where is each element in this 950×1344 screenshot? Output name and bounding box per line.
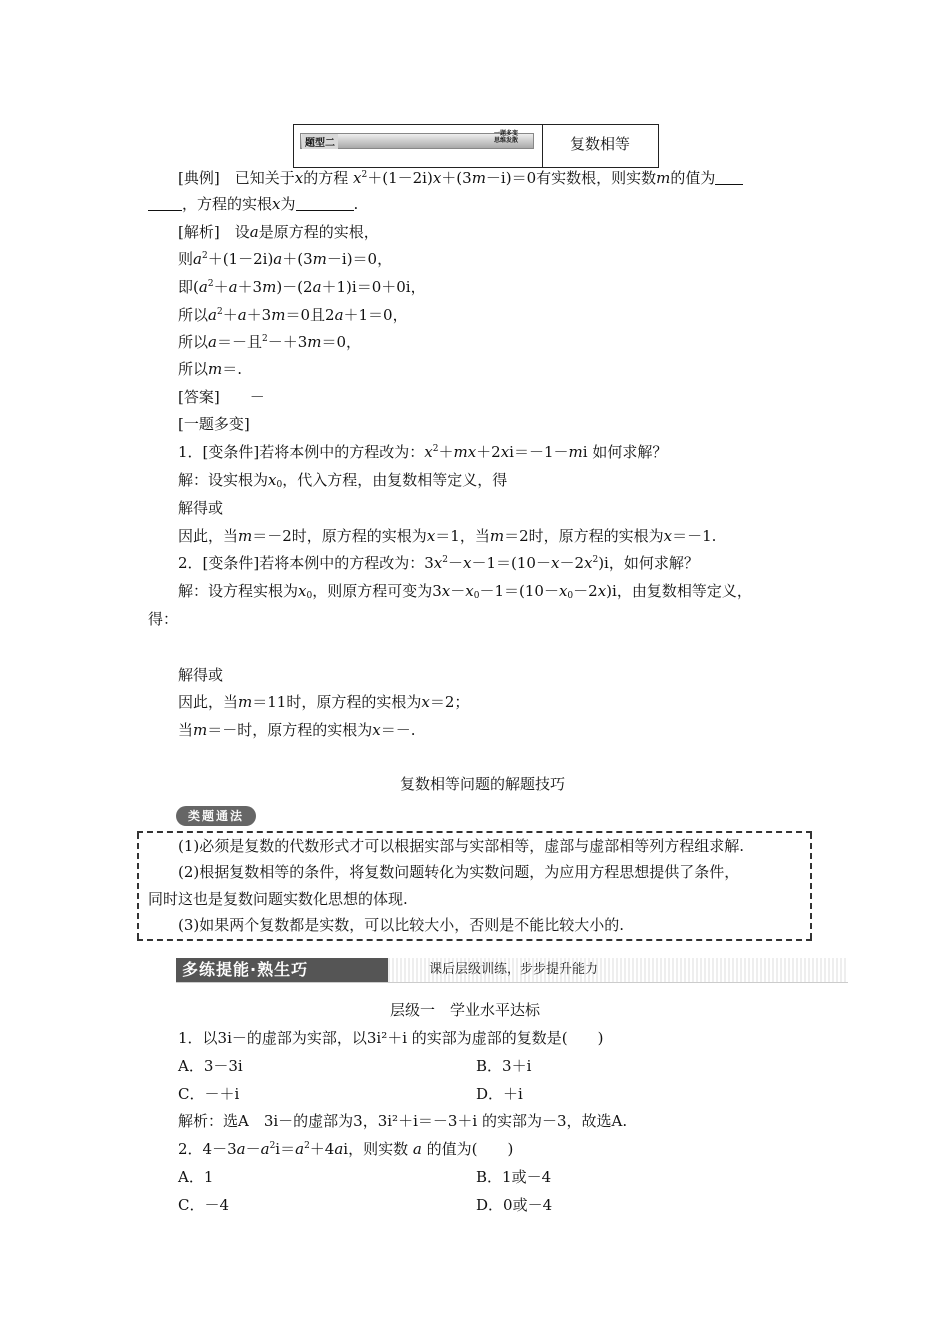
section-title: 复数相等 [570,135,631,153]
analysis-line-4: 所以$a^2+a+3m=0$且2a＋1＝0， [178,306,408,324]
method-point-2a: (2)根据复数相等的条件，将复数问题转化为实数问题，为应用方程思想提供了条件， [178,863,740,881]
variant-1-solution: 解：设实根为$x_0$，代入方程，由复数相等定义，得 [178,471,508,490]
variant-2-solution-cont: 得： [148,610,179,628]
section-mini-label: 一题多变 思维发散 [494,130,519,144]
variant-1-question: 1．[变条件]若将本例中的方程改为：$x^2+mx+2xi=-1-mi$ 如何求解？ [178,443,668,461]
q1-solution: 解析：选A 3i－的虚部为3，3i²＋i＝－3＋i 的实部为－3，故选A. [178,1112,628,1130]
variant-2-question: 2．[变条件]若将本例中的方程改为：$3x^2-x-1=(10-x-2x^2)i$，如何求解？ [178,554,699,572]
q1-option-c: C．－＋i [178,1085,240,1103]
variant-2-conclusion-2: 当m＝－时，原方程的实根为x＝－. [178,721,416,739]
practice-banner-subtitle: 课后层级训练，步步提升能力 [429,962,599,977]
method-point-1: (1)必须是复数的代数形式才可以根据实部与实部相等，虚部与虚部相等列方程组求解. [178,837,745,855]
q1-option-d: D．＋i [476,1085,523,1103]
variant-2-solution: 解：设方程实根为$x_0$，则原方程可变为$3x-x_0-1=(10-x_0-2x)i$，由复数相等定义， [178,582,752,601]
section-header-band-cell [294,125,543,167]
variant-1-solve: 解得或 [178,499,224,517]
analysis-line-5: 所以a＝－且$^2$－＋3m＝0， [178,333,362,351]
q2-option-a: A．1 [178,1168,214,1186]
section-header [293,124,659,168]
method-badge: 类题通法 [176,806,256,826]
analysis-line-2: 则$a^2+(1-2i)a+(3m-i)=0$， [178,250,393,268]
method-title: 复数相等问题的解题技巧 [400,775,566,793]
q1-option-a: A．3－3i [178,1057,243,1075]
q2-option-b: B．1或－4 [476,1168,552,1186]
example-question: [典例] 已知关于x的方程 $x^2+(1-2i)x+(3m-i)=0$有实数根，则实数m的值为 [178,168,743,188]
method-point-3: (3)如果两个复数都是实数，可以比较大小，否则是不能比较大小的. [178,916,625,934]
variants-heading: [一题多变] [178,415,250,433]
variant-2-solve: 解得或 [178,666,224,684]
analysis-line-1: [解析] 设a是原方程的实根， [178,223,379,241]
answer-line: [答案] － [178,388,265,406]
question-1: 1．以3i－的虚部为实部，以3i²＋i 的实部为虚部的复数是( ) [178,1029,604,1047]
practice-banner-title: 多练提能·熟生巧 [182,960,309,979]
q2-option-c: C．－4 [178,1196,230,1214]
analysis-line-6: 所以m＝. [178,360,243,378]
analysis-line-3: 即$(a^2+a+3m)-(2a+1)i=0+0i$， [178,278,426,296]
method-point-2b: 同时这也是复数问题实数化思想的体现. [148,890,408,908]
practice-level: 层级一 学业水平达标 [390,1001,541,1019]
variant-2-conclusion-1: 因此，当m＝11时，原方程的实根为x＝2； [178,693,470,711]
practice-banner [176,958,848,983]
q1-option-b: B．3＋i [476,1057,532,1075]
section-tag: 题型二 [302,134,338,149]
example-question-cont: ，方程的实根x为 . [148,194,358,214]
q2-option-d: D．0或－4 [476,1196,553,1214]
variant-1-conclusion: 因此，当m＝－2时，原方程的实根为x＝1，当m＝2时，原方程的实根为x＝－1. [178,527,717,545]
question-2: 2．$4-3a-a^2i=a^2+4ai$，则实数 a 的值为( ) [178,1140,514,1158]
